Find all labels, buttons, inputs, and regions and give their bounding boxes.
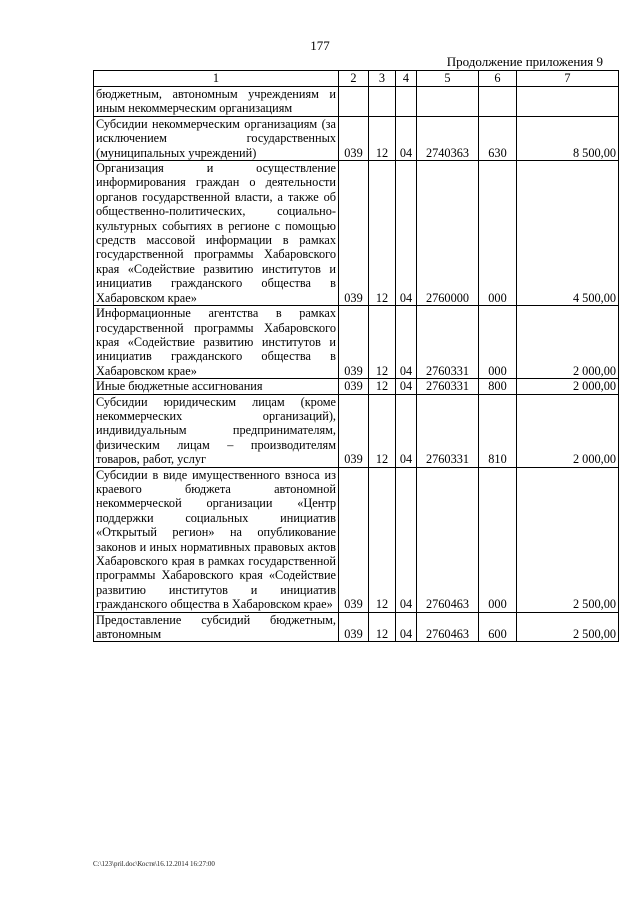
row-description: Организация и осуществление информирования граждан о деятельности органов государственной власти, а также об общественно-политических, социально-культурных событиях в регионе с помощью средств массовой информации в рамках государственной программы Хабаровского края «Содействие развитию институтов и инициатив гражданского общества в Хабаровском крае»	[94, 161, 339, 306]
table-row	[94, 394, 619, 467]
table-row	[94, 161, 619, 306]
row-description: Предоставление субсидий бюджетным, автономным	[94, 612, 339, 642]
section-code: 12	[369, 612, 396, 642]
column-header: 1	[94, 71, 339, 87]
expense-type-code: 600	[479, 612, 517, 642]
table-header	[94, 71, 619, 87]
subsection-code: 04	[396, 306, 417, 379]
ministry-code: 039	[339, 306, 369, 379]
table-row	[94, 467, 619, 612]
amount: 2 000,00	[517, 306, 619, 379]
amount: 2 000,00	[517, 379, 619, 394]
row-description: Субсидии некоммерческим организациям (за исключением государственных (муниципальных учреждений)	[94, 116, 339, 160]
row-description: Иные бюджетные ассигнования	[94, 379, 339, 394]
header-row	[94, 71, 619, 87]
amount: 8 500,00	[517, 116, 619, 160]
subsection-code: 04	[396, 394, 417, 467]
ministry-code: 039	[339, 379, 369, 394]
column-header: 6	[479, 71, 517, 87]
section-code: 12	[369, 467, 396, 612]
ministry-code: 039	[339, 612, 369, 642]
page-number: 177	[310, 38, 330, 53]
subsection-code: 04	[396, 161, 417, 306]
row-description: Субсидии в виде имущественного взноса из краевого бюджета автономной некоммерческой организации «Центр поддержки социальных инициатив «Открытый регион» на опубликование законов и иных нормативных правовых актов Хабаровского края в рамках государственной программы Хабаровского края «Содействие развитию институтов и инициатив гражданского общества в Хабаровском крае»	[94, 467, 339, 612]
ministry-code	[339, 87, 369, 117]
target-article-code	[417, 87, 479, 117]
column-header: 5	[417, 71, 479, 87]
subsection-code: 04	[396, 467, 417, 612]
document-footer-path: C:\123\pril.doc\Костя\16.12.2014 16:27:00	[93, 860, 215, 868]
ministry-code: 039	[339, 116, 369, 160]
row-description: бюджетным, автономным учреждениям и иным некоммерческим организациям	[94, 87, 339, 117]
expense-type-code: 000	[479, 467, 517, 612]
amount: 2 000,00	[517, 394, 619, 467]
expense-type-code: 000	[479, 306, 517, 379]
expense-type-code: 630	[479, 116, 517, 160]
table-row	[94, 116, 619, 160]
table-row	[94, 306, 619, 379]
subsection-code: 04	[396, 116, 417, 160]
table-row	[94, 379, 619, 394]
amount: 2 500,00	[517, 467, 619, 612]
target-article-code: 2760000	[417, 161, 479, 306]
target-article-code: 2740363	[417, 116, 479, 160]
section-code: 12	[369, 394, 396, 467]
subsection-code	[396, 87, 417, 117]
row-description: Информационные агентства в рамках государственной программы Хабаровского края «Содействие развитию институтов и инициатив гражданского общества в Хабаровском крае»	[94, 306, 339, 379]
ministry-code: 039	[339, 394, 369, 467]
section-code	[369, 87, 396, 117]
table-row	[94, 87, 619, 117]
amount: 4 500,00	[517, 161, 619, 306]
amount: 2 500,00	[517, 612, 619, 642]
column-header: 3	[369, 71, 396, 87]
column-header: 2	[339, 71, 369, 87]
section-code: 12	[369, 379, 396, 394]
row-description: Субсидии юридическим лицам (кроме некоммерческих организаций), индивидуальным предпринимателям, физическим лицам – производителям товаров, работ, услуг	[94, 394, 339, 467]
column-header: 4	[396, 71, 417, 87]
expense-type-code: 800	[479, 379, 517, 394]
column-header: 7	[517, 71, 619, 87]
target-article-code: 2760463	[417, 612, 479, 642]
ministry-code: 039	[339, 467, 369, 612]
table-row	[94, 612, 619, 642]
target-article-code: 2760331	[417, 394, 479, 467]
table-body	[94, 87, 619, 642]
target-article-code: 2760331	[417, 306, 479, 379]
budget-table	[93, 70, 619, 642]
subsection-code: 04	[396, 379, 417, 394]
expense-type-code: 810	[479, 394, 517, 467]
ministry-code: 039	[339, 161, 369, 306]
target-article-code: 2760331	[417, 379, 479, 394]
subsection-code: 04	[396, 612, 417, 642]
target-article-code: 2760463	[417, 467, 479, 612]
expense-type-code	[479, 87, 517, 117]
expense-type-code: 000	[479, 161, 517, 306]
section-code: 12	[369, 116, 396, 160]
continuation-label: Продолжение приложения 9	[446, 54, 603, 69]
section-code: 12	[369, 306, 396, 379]
section-code: 12	[369, 161, 396, 306]
amount	[517, 87, 619, 117]
